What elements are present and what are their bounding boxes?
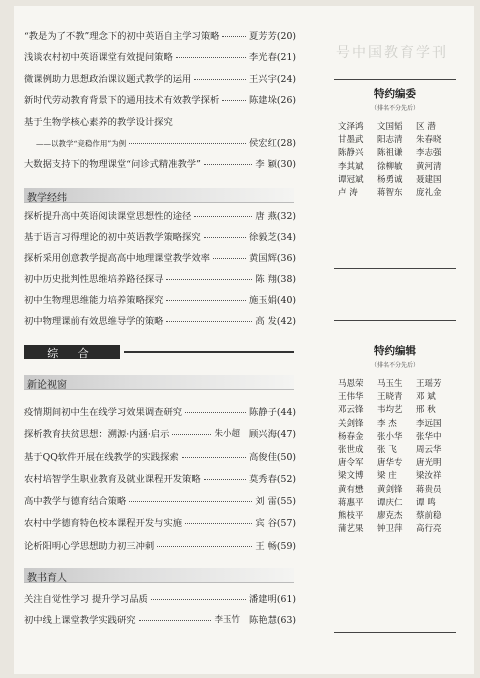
entry-coauthor: 朱小超 bbox=[214, 429, 240, 440]
toc-entry bbox=[24, 295, 296, 316]
member-name: 文国韬 bbox=[377, 122, 403, 132]
name-row bbox=[338, 430, 452, 443]
toc-list-jxjw bbox=[24, 211, 296, 337]
name-row bbox=[338, 443, 452, 456]
entry-title: 新时代劳动教育背景下的通用技术有效教学探析 bbox=[24, 95, 220, 107]
entry-author: 顾兴海 bbox=[249, 429, 277, 441]
member-name: 张小华 bbox=[377, 431, 403, 442]
member-name: 梁汝祥 bbox=[416, 471, 442, 482]
entry-author: 李 颖 bbox=[255, 159, 277, 171]
entry-title: 大数据支持下的物理课堂“问诊式精准教学” bbox=[24, 159, 201, 171]
leader-dots bbox=[204, 479, 246, 480]
entry-author-page bbox=[249, 429, 296, 440]
toc-entry bbox=[24, 274, 296, 295]
section-header-jxjw bbox=[24, 188, 294, 203]
member-name: 周云华 bbox=[416, 444, 442, 455]
member-name: 王伟华 bbox=[338, 392, 364, 403]
entry-author-page bbox=[249, 138, 296, 149]
entry-title: 高中教学与德育结合策略 bbox=[24, 496, 127, 508]
entry-author-page bbox=[249, 232, 296, 243]
member-name: 张华中 bbox=[416, 431, 442, 442]
member-name: 王晓青 bbox=[377, 392, 403, 403]
leader-dots bbox=[166, 321, 252, 322]
leader-dots bbox=[194, 79, 246, 80]
entry-author-page bbox=[249, 253, 296, 264]
entry-title: 农村中学德育特色校本课程开发与实施 bbox=[24, 518, 183, 530]
entry-author: 施玉娟 bbox=[249, 295, 277, 306]
banner-title: 综 合 bbox=[47, 347, 97, 360]
member-name: 张 飞 bbox=[377, 444, 397, 455]
entry-page: (36) bbox=[276, 253, 296, 264]
entry-page: (24) bbox=[276, 73, 296, 85]
name-row bbox=[338, 186, 452, 199]
member-name: 梁文博 bbox=[338, 471, 364, 482]
member-name: 邢 秋 bbox=[416, 405, 436, 416]
entry-author: 陈艳慧 bbox=[249, 615, 277, 626]
entry-author-page bbox=[249, 474, 296, 485]
section-banner-zonghe bbox=[24, 345, 294, 359]
section-title: 新论视窗 bbox=[27, 380, 67, 391]
entry-page: (42) bbox=[276, 316, 296, 327]
toc-entry bbox=[24, 253, 296, 274]
entry-title: 关注自觉性学习 提升学习品质 bbox=[24, 594, 148, 605]
entry-author-page bbox=[249, 594, 296, 605]
name-row bbox=[338, 522, 452, 535]
member-name: 杨春金 bbox=[338, 431, 364, 442]
leader-dots bbox=[129, 501, 252, 502]
entry-author: 陈静子 bbox=[249, 407, 277, 418]
panel-title: 特约编委 bbox=[374, 88, 416, 100]
entry-title: 探析采用创意教学提高高中地理课堂教学效率 bbox=[24, 253, 210, 264]
member-name: 蒋智东 bbox=[377, 187, 403, 198]
entry-page: (30) bbox=[276, 159, 296, 171]
member-name: 熊枝平 bbox=[338, 510, 364, 521]
member-name: 聂建国 bbox=[416, 174, 442, 185]
entry-author-page bbox=[249, 95, 296, 106]
entry-author: 唐 燕 bbox=[255, 211, 277, 222]
member-name: 高行亮 bbox=[416, 524, 442, 535]
entry-author-page bbox=[249, 407, 296, 418]
leader-dots bbox=[182, 457, 246, 458]
member-name: 唐光明 bbox=[416, 458, 442, 469]
entry-page: (63) bbox=[276, 615, 296, 626]
entry-author: 侯宏红 bbox=[249, 137, 277, 149]
entry-author-page bbox=[249, 295, 296, 306]
member-name: 卢 涛 bbox=[338, 187, 358, 198]
entry-page: (61) bbox=[276, 594, 296, 605]
entry-title: 疫情期间初中生在线学习效果调查研究 bbox=[24, 407, 183, 418]
entry-author: 莫秀春 bbox=[249, 473, 277, 485]
entry-page: (40) bbox=[276, 295, 296, 306]
entry-title: “教是为了不教”理念下的初中英语自主学习策略 bbox=[24, 31, 220, 42]
member-name: 黄河清 bbox=[416, 161, 442, 172]
entry-title: 微课例助力思想政治课议题式教学的运用 bbox=[24, 73, 192, 85]
member-name: 谭冠斌 bbox=[338, 174, 364, 185]
entry-title: 农村培智学生职业教育及就业课程开发策略 bbox=[24, 473, 201, 485]
member-name: 唐华专 bbox=[377, 458, 403, 469]
name-row bbox=[338, 390, 452, 403]
entry-author-page bbox=[255, 211, 296, 222]
entry-title: 浅谈农村初中英语课堂有效提问策略 bbox=[24, 52, 173, 64]
toc-entry bbox=[24, 541, 296, 563]
section-title: 教书育人 bbox=[27, 573, 67, 584]
member-name: 阳志清 bbox=[377, 135, 403, 146]
member-name: 李志强 bbox=[416, 148, 442, 159]
leader-dots bbox=[151, 599, 246, 600]
panel-title: 特约编辑 bbox=[374, 345, 416, 357]
member-name: 朱春晓 bbox=[416, 135, 442, 146]
bleed-through-text: 号中国教育学刊 bbox=[336, 45, 448, 61]
entry-title: 基于语言习得理论的初中英语教学策略探究 bbox=[24, 232, 201, 243]
entry-page: (59) bbox=[276, 540, 296, 552]
entry-page: (32) bbox=[276, 211, 296, 222]
divider bbox=[334, 320, 456, 321]
member-name: 李其斌 bbox=[338, 161, 364, 172]
entry-page: (20) bbox=[276, 31, 296, 42]
toc-list-top bbox=[24, 31, 296, 181]
toc-entry bbox=[24, 429, 296, 451]
entry-author-page bbox=[249, 615, 296, 626]
toc-entry bbox=[24, 518, 296, 540]
member-name: 徐柳敏 bbox=[377, 161, 403, 172]
member-name: 蒋贵员 bbox=[416, 484, 442, 495]
entry-author: 夏芳芳 bbox=[249, 31, 277, 42]
toc-list-xlsc bbox=[24, 407, 296, 563]
entry-title: 初中物理课前有效思维导学的策略 bbox=[24, 316, 164, 327]
entry-page: (21) bbox=[276, 52, 296, 64]
banner-rule bbox=[124, 351, 294, 353]
entry-page: (44) bbox=[276, 407, 296, 418]
entry-title: 初中线上课堂教学实践研究 bbox=[24, 615, 136, 626]
toc-entry bbox=[24, 496, 296, 518]
entry-author-page bbox=[249, 74, 296, 85]
entry-author: 李光春 bbox=[249, 52, 277, 64]
member-name: 马恩荣 bbox=[338, 379, 364, 389]
name-grid bbox=[338, 120, 452, 199]
name-row bbox=[338, 483, 452, 496]
entry-author-page bbox=[249, 31, 296, 42]
section-title: 教学经纬 bbox=[27, 193, 67, 204]
member-name: 梁 庄 bbox=[377, 471, 397, 482]
name-row bbox=[338, 146, 452, 159]
member-name: 王瑶芳 bbox=[416, 379, 442, 389]
toc-entry bbox=[24, 452, 296, 474]
member-name: 谭 鸣 bbox=[416, 497, 436, 508]
entry-author: 王兴宇 bbox=[249, 73, 277, 85]
leader-dots bbox=[222, 100, 246, 101]
entry-title: 探析教育扶贫思想：溯源·内涵·启示 bbox=[24, 429, 170, 441]
member-name: 黄有懋 bbox=[338, 484, 364, 495]
entry-author: 徐毅芝 bbox=[249, 232, 277, 243]
toc-entry bbox=[24, 159, 296, 180]
entry-title: 初中生物理思维能力培养策略探究 bbox=[24, 295, 164, 306]
entry-author: 陈 翔 bbox=[255, 274, 277, 285]
member-name: 区 潜 bbox=[416, 122, 436, 132]
leader-dots bbox=[166, 300, 246, 301]
entry-title: 探析提升高中英语阅读课堂思想性的途径 bbox=[24, 211, 192, 222]
toc-entry bbox=[24, 615, 296, 636]
divider bbox=[334, 79, 456, 80]
entry-page: (34) bbox=[276, 232, 296, 243]
member-name: 蒲艺果 bbox=[338, 524, 364, 535]
entry-title: 初中历史批判性思维培养路径探寻 bbox=[24, 274, 164, 285]
entry-coauthor: 李玉竹 bbox=[214, 615, 240, 625]
entry-title: 基于生物学核心素养的教学设计探究 bbox=[24, 116, 173, 128]
leader-dots bbox=[157, 546, 252, 547]
member-name: 廖克杰 bbox=[377, 510, 403, 521]
member-name: 邓云锋 bbox=[338, 405, 364, 416]
entry-page: (26) bbox=[276, 95, 296, 107]
member-name: 杨勇诚 bbox=[377, 174, 403, 185]
leader-dots bbox=[185, 412, 246, 413]
panel-note: （排名不分先后） bbox=[370, 105, 419, 112]
leader-dots bbox=[222, 36, 246, 37]
entry-author: 王 畅 bbox=[255, 540, 277, 552]
name-row bbox=[338, 173, 452, 186]
entry-author-page bbox=[249, 52, 296, 63]
section-header-xlsc bbox=[24, 375, 294, 390]
member-name: 甘墨武 bbox=[338, 135, 364, 146]
panel-note: （排名不分先后） bbox=[370, 362, 419, 369]
entry-title: ——以教学“竞稳作用”为例 bbox=[36, 138, 127, 148]
member-name: 邓 斌 bbox=[416, 392, 436, 403]
name-row bbox=[338, 403, 452, 416]
member-name: 陈祖谦 bbox=[377, 148, 403, 159]
member-name: 李 杰 bbox=[377, 418, 397, 429]
toc-entry bbox=[24, 316, 296, 337]
toc-entry bbox=[24, 31, 296, 52]
toc-entry bbox=[24, 117, 296, 138]
toc-entry bbox=[24, 95, 296, 116]
name-row bbox=[338, 377, 452, 390]
name-row bbox=[338, 120, 452, 133]
leader-dots bbox=[129, 143, 246, 144]
leader-dots bbox=[166, 279, 252, 280]
divider bbox=[334, 632, 456, 633]
member-name: 唐令军 bbox=[338, 458, 364, 469]
entry-author: 高俊佳 bbox=[249, 451, 277, 463]
member-name: 马玉生 bbox=[377, 379, 403, 389]
member-name: 文泽鸿 bbox=[338, 122, 364, 132]
leader-dots bbox=[194, 216, 252, 217]
entry-title: 基于QQ软件开展在线教学的实践探索 bbox=[24, 451, 179, 463]
entry-author-page bbox=[255, 159, 296, 170]
member-name: 蒋惠平 bbox=[338, 497, 364, 508]
name-row bbox=[338, 456, 452, 469]
toc-entry bbox=[24, 211, 296, 232]
toc-entry bbox=[24, 407, 296, 429]
member-name: 李远国 bbox=[416, 418, 442, 429]
member-name: 谭庆仁 bbox=[377, 497, 403, 508]
name-row bbox=[338, 133, 452, 146]
entry-author: 陈建垛 bbox=[249, 95, 277, 107]
member-name: 庞礼金 bbox=[416, 187, 442, 198]
name-grid bbox=[338, 377, 452, 535]
entry-author-page bbox=[255, 541, 296, 552]
name-row bbox=[338, 509, 452, 522]
toc-entry bbox=[24, 52, 296, 73]
member-name: 陈静兴 bbox=[338, 148, 364, 159]
entry-author: 高 发 bbox=[255, 316, 277, 327]
entry-page: (38) bbox=[276, 274, 296, 285]
entry-title: 论析阳明心学思想助力初三冲刺 bbox=[24, 540, 155, 552]
entry-page: (47) bbox=[276, 429, 296, 441]
member-name: 韦均艺 bbox=[377, 405, 403, 416]
entry-author-page bbox=[255, 316, 296, 327]
toc-entry bbox=[24, 232, 296, 253]
leader-dots bbox=[139, 620, 211, 621]
entry-author-page bbox=[255, 496, 296, 507]
name-row bbox=[338, 160, 452, 173]
leader-dots bbox=[185, 523, 252, 524]
toc-entry bbox=[24, 138, 296, 159]
leader-dots bbox=[204, 164, 252, 165]
member-name: 黄剑锋 bbox=[377, 484, 403, 495]
entry-page: (50) bbox=[276, 451, 296, 463]
entry-author: 刘 雷 bbox=[255, 496, 277, 508]
member-name: 蔡前稳 bbox=[416, 510, 442, 521]
name-row bbox=[338, 469, 452, 482]
entry-author: 潘建明 bbox=[249, 594, 277, 605]
name-row bbox=[338, 496, 452, 509]
entry-author-page bbox=[255, 518, 296, 529]
leader-dots bbox=[176, 57, 246, 58]
toc-entry bbox=[24, 74, 296, 95]
toc-entry bbox=[24, 474, 296, 496]
entry-page: (28) bbox=[276, 137, 296, 149]
entry-author-page bbox=[255, 274, 296, 285]
member-name: 钟卫萍 bbox=[377, 524, 403, 535]
entry-author: 黄国辉 bbox=[249, 253, 277, 264]
entry-page: (55) bbox=[276, 496, 296, 508]
toc-list-jsyr bbox=[24, 594, 296, 636]
entry-author: 宾 谷 bbox=[255, 518, 277, 530]
divider bbox=[334, 268, 456, 269]
entry-page: (52) bbox=[276, 473, 296, 485]
entry-page: (57) bbox=[276, 518, 296, 530]
toc-entry bbox=[24, 594, 296, 615]
member-name: 关剑锋 bbox=[338, 418, 364, 429]
leader-dots bbox=[204, 237, 246, 238]
name-row bbox=[338, 417, 452, 430]
section-header-jsyr bbox=[24, 568, 294, 583]
leader-dots bbox=[172, 434, 211, 435]
entry-author-page bbox=[249, 452, 296, 463]
leader-dots bbox=[213, 258, 246, 259]
member-name: 张世成 bbox=[338, 444, 364, 455]
